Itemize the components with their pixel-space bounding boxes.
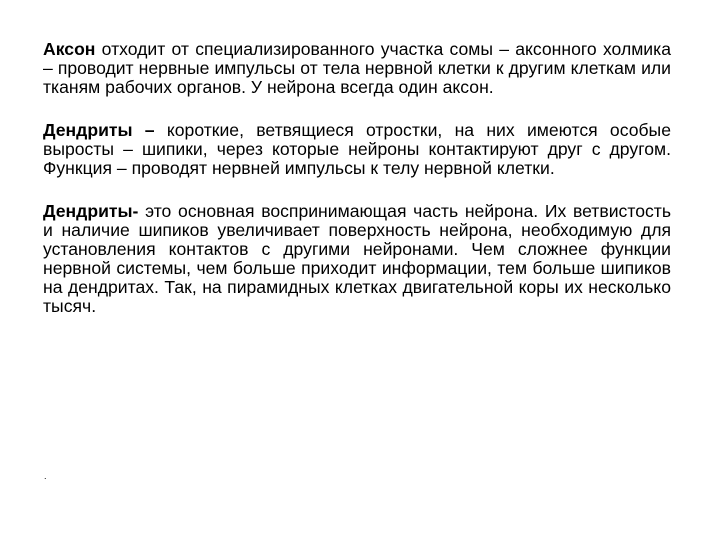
paragraph-dendrites-2-text: это основная воспринимающая часть нейрона. Их ветвистость и наличие шипиков увеличивает поверхность нейрона, необходимую для установления контактов с другими нейронами. Чем сложнее функции нервной системы, чем больше приходит информации, тем больше шипиков на дендритах. Так, на пирамидных клетках двигательной коры их несколько тысяч. (43, 201, 671, 316)
paragraph-dendrites-1 (43, 121, 671, 178)
paragraph-axon-text: отходит от специализированного участка сомы – аксонного холмика – проводит нервные импульсы от тела нервной клетки к другим клеткам или тканям рабочих органов. У нейрона всегда один аксон. (43, 39, 671, 97)
paragraph-axon (43, 40, 671, 97)
term-axon: Аксон (43, 39, 96, 59)
footer-mark: . (44, 471, 47, 481)
paragraph-dendrites-2 (43, 202, 671, 316)
term-dendrites-2: Дендриты- (43, 201, 139, 221)
slide-content (43, 40, 671, 316)
term-dendrites-1: Дендриты – (43, 120, 155, 140)
paragraph-dendrites-1-text: короткие, ветвящиеся отростки, на них имеются особые выросты – шипики, через которые нейроны контактируют друг с другом. Функция – проводят нервней импульсы к телу нервной клетки. (43, 120, 671, 178)
